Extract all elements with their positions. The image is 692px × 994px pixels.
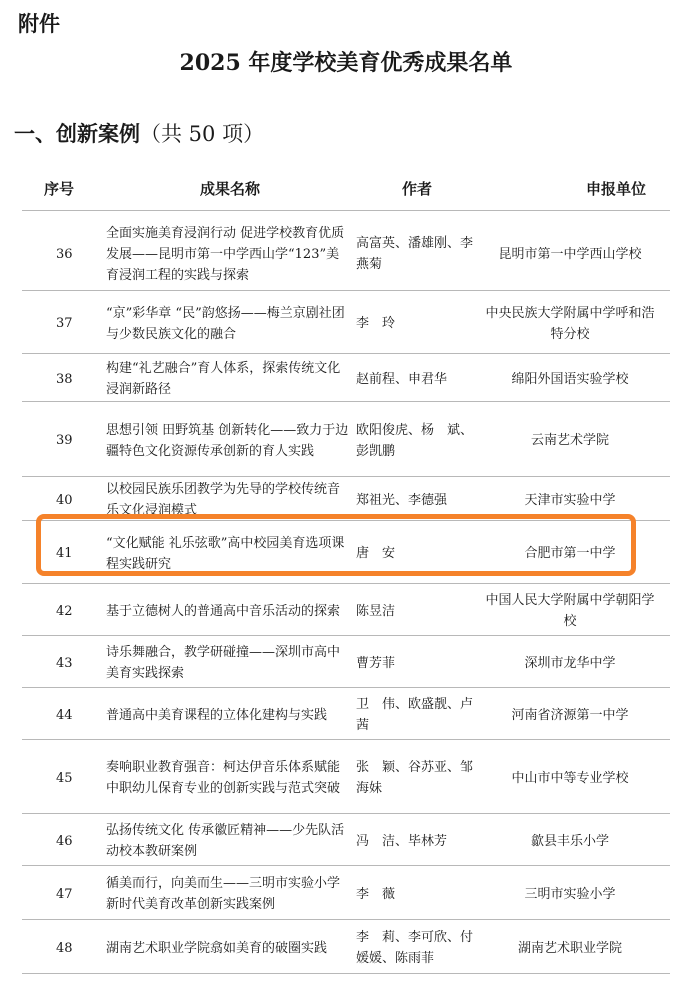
row-num — [56, 741, 86, 815]
row-author — [356, 216, 476, 292]
row-divider — [22, 476, 670, 477]
row-name-text: “京”彩华章 “民”韵悠扬——梅兰京剧社团与少数民族文化的融合 — [106, 305, 345, 342]
section-title: 一、创新案例 — [14, 122, 140, 146]
row-unit — [480, 403, 660, 478]
row-divider — [22, 635, 670, 636]
row-num-text: 39 — [56, 433, 73, 448]
row-num-text: 46 — [56, 833, 73, 849]
table-row — [22, 689, 670, 741]
row-unit-text: 三明市实验小学 — [524, 886, 616, 902]
row-name — [106, 741, 352, 815]
row-num-text: 47 — [56, 886, 73, 902]
row-name — [106, 921, 352, 975]
table-top-rule — [22, 210, 670, 211]
row-name-text: 循美而行，向美而生——三明市实验小学新时代美育改革创新实践案例 — [106, 876, 341, 912]
row-unit-text: 歙县丰乐小学 — [530, 833, 609, 849]
row-name — [106, 355, 352, 403]
row-name-text: “文化赋能 礼乐弦歌”高中校园美育选项课程实践研究 — [106, 535, 345, 572]
table-row — [22, 637, 670, 689]
row-name-text: 诗乐舞融合，教学研碰撞——深圳市高中美育实践探索 — [106, 645, 341, 681]
row-author — [356, 921, 476, 975]
table-row — [22, 216, 670, 292]
row-unit — [480, 292, 660, 355]
row-author-text: 李 玲 — [356, 316, 396, 331]
row-name — [106, 585, 352, 637]
row-author — [356, 292, 476, 355]
row-unit-text: 昆明市第一中学西山学校 — [498, 246, 642, 262]
row-unit-text: 云南艺术学院 — [530, 433, 609, 448]
row-num-text: 36 — [56, 246, 73, 262]
row-name-text: 基于立德树人的普通高中音乐活动的探索 — [106, 603, 341, 619]
row-name-text: 以校园民族乐团教学为先导的学校传统音乐文化浸润模式 — [106, 482, 341, 518]
header-num: 序号 — [44, 180, 75, 198]
highlight-box — [36, 514, 636, 576]
row-divider — [22, 739, 670, 740]
row-unit — [480, 815, 660, 867]
row-divider — [22, 583, 670, 584]
row-name — [106, 637, 352, 689]
table-row — [22, 867, 670, 921]
row-author-text: 郑祖光、李德强 — [356, 492, 448, 508]
row-unit — [480, 355, 660, 403]
row-name-text: 湖南艺术职业学院翕如美育的破圈实践 — [106, 940, 328, 956]
row-author — [356, 403, 476, 478]
header-name: 成果名称 — [200, 180, 261, 198]
row-unit — [480, 921, 660, 975]
table-row — [22, 741, 670, 815]
row-unit — [480, 585, 660, 637]
table-row — [22, 403, 670, 478]
row-num-text: 43 — [56, 655, 73, 671]
row-name-text: 构建“礼艺融合”育人体系，探索传统文化浸润新路径 — [106, 361, 341, 397]
row-divider — [22, 353, 670, 354]
row-author — [356, 689, 487, 741]
header-author: 作者 — [402, 180, 433, 198]
row-num-text: 40 — [56, 492, 73, 508]
row-author — [356, 637, 476, 689]
row-unit-text: 河南省济源第一中学 — [511, 707, 629, 723]
row-name — [106, 403, 352, 478]
row-unit-text: 合肥市第一中学 — [524, 546, 616, 561]
row-author-text: 曹芳菲 — [356, 655, 396, 671]
row-author-text: 陈昱洁 — [356, 603, 396, 619]
table-row — [22, 921, 670, 975]
row-num-text: 38 — [56, 371, 73, 387]
table-row — [22, 355, 670, 403]
row-name-text: 思想引领 田野筑基 创新转化——致力于边疆特色文化资源传承创新的育人实践 — [106, 422, 349, 459]
row-divider — [22, 401, 670, 402]
row-name — [106, 292, 352, 355]
row-author — [356, 355, 476, 403]
page-title: 2025 年度学校美育优秀成果名单 — [179, 50, 513, 76]
table-row — [22, 815, 670, 867]
row-author-text: 赵前程、申君华 — [356, 371, 448, 387]
row-num — [56, 921, 86, 975]
row-author — [356, 867, 476, 921]
row-num — [56, 403, 86, 478]
row-num-text: 41 — [56, 546, 73, 561]
row-author-text: 张 颖、谷苏亚、邹海妹 — [356, 760, 474, 796]
row-name — [106, 815, 352, 867]
row-author-text: 李 莉、李可欣、付媛媛、陈雨菲 — [356, 930, 474, 966]
row-author — [356, 741, 476, 815]
row-unit — [480, 689, 660, 741]
row-num — [56, 815, 86, 867]
row-name — [106, 216, 352, 292]
row-num-text: 37 — [56, 316, 73, 331]
row-unit-text: 中央民族大学附属中学呼和浩特分校 — [485, 305, 655, 342]
row-num-text: 45 — [56, 770, 73, 786]
row-num-text: 44 — [56, 707, 73, 723]
row-num — [56, 216, 86, 292]
row-divider — [22, 919, 670, 920]
row-divider — [22, 687, 670, 688]
row-author-text: 冯 洁、毕林芳 — [356, 833, 448, 849]
row-name-text: 普通高中美育课程的立体化建构与实践 — [106, 707, 328, 723]
row-unit-text: 天津市实验中学 — [524, 492, 616, 508]
row-unit — [480, 637, 660, 689]
row-author-text: 高富英、潘雄刚、李燕菊 — [356, 236, 474, 272]
row-name — [106, 867, 352, 921]
section-count: （共 50 项） — [140, 122, 265, 146]
header-unit: 申报单位 — [586, 180, 647, 198]
row-num — [56, 867, 86, 921]
row-name-text: 全面实施美育浸润行动 促进学校教育优质发展——昆明市第一中学西山学“123”美育浸润工程的实践与探索 — [106, 225, 345, 283]
row-name — [106, 689, 352, 741]
row-num — [56, 689, 86, 741]
attachment-label: 附件 — [18, 12, 60, 36]
row-num — [56, 585, 86, 637]
row-author-text: 卫 伟、欧盛靓、卢 茜 — [356, 697, 487, 733]
row-unit-text: 湖南艺术职业学院 — [517, 940, 622, 956]
row-unit-text: 深圳市龙华中学 — [524, 655, 616, 671]
row-divider — [22, 290, 670, 291]
row-num-text: 42 — [56, 603, 73, 619]
row-divider — [22, 813, 670, 814]
row-unit — [480, 216, 660, 292]
row-divider — [22, 973, 670, 974]
section-heading — [14, 118, 264, 148]
table-row — [22, 585, 670, 637]
row-num — [56, 355, 86, 403]
row-name-text: 弘扬传统文化 传承徽匠精神——少先队活动校本教研案例 — [106, 823, 345, 859]
row-author-text: 唐 安 — [356, 546, 396, 561]
row-unit-text: 中国人民大学附属中学朝阳学校 — [485, 593, 655, 629]
row-unit-text: 中山市中等专业学校 — [511, 770, 629, 786]
row-unit — [480, 741, 660, 815]
row-num — [56, 637, 86, 689]
row-author — [356, 585, 476, 637]
table-row — [22, 292, 670, 355]
row-author — [356, 815, 476, 867]
row-divider — [22, 865, 670, 866]
row-num — [56, 292, 86, 355]
row-unit — [480, 867, 660, 921]
row-name-text: 奏响职业教育强音：柯达伊音乐体系赋能中职幼儿保育专业的创新实践与范式突破 — [106, 760, 341, 796]
row-unit-text: 绵阳外国语实验学校 — [511, 371, 629, 387]
row-author-text: 欧阳俊虎、杨 斌、彭凯鹏 — [356, 422, 474, 459]
row-author-text: 李 薇 — [356, 886, 396, 902]
row-num-text: 48 — [56, 940, 73, 956]
